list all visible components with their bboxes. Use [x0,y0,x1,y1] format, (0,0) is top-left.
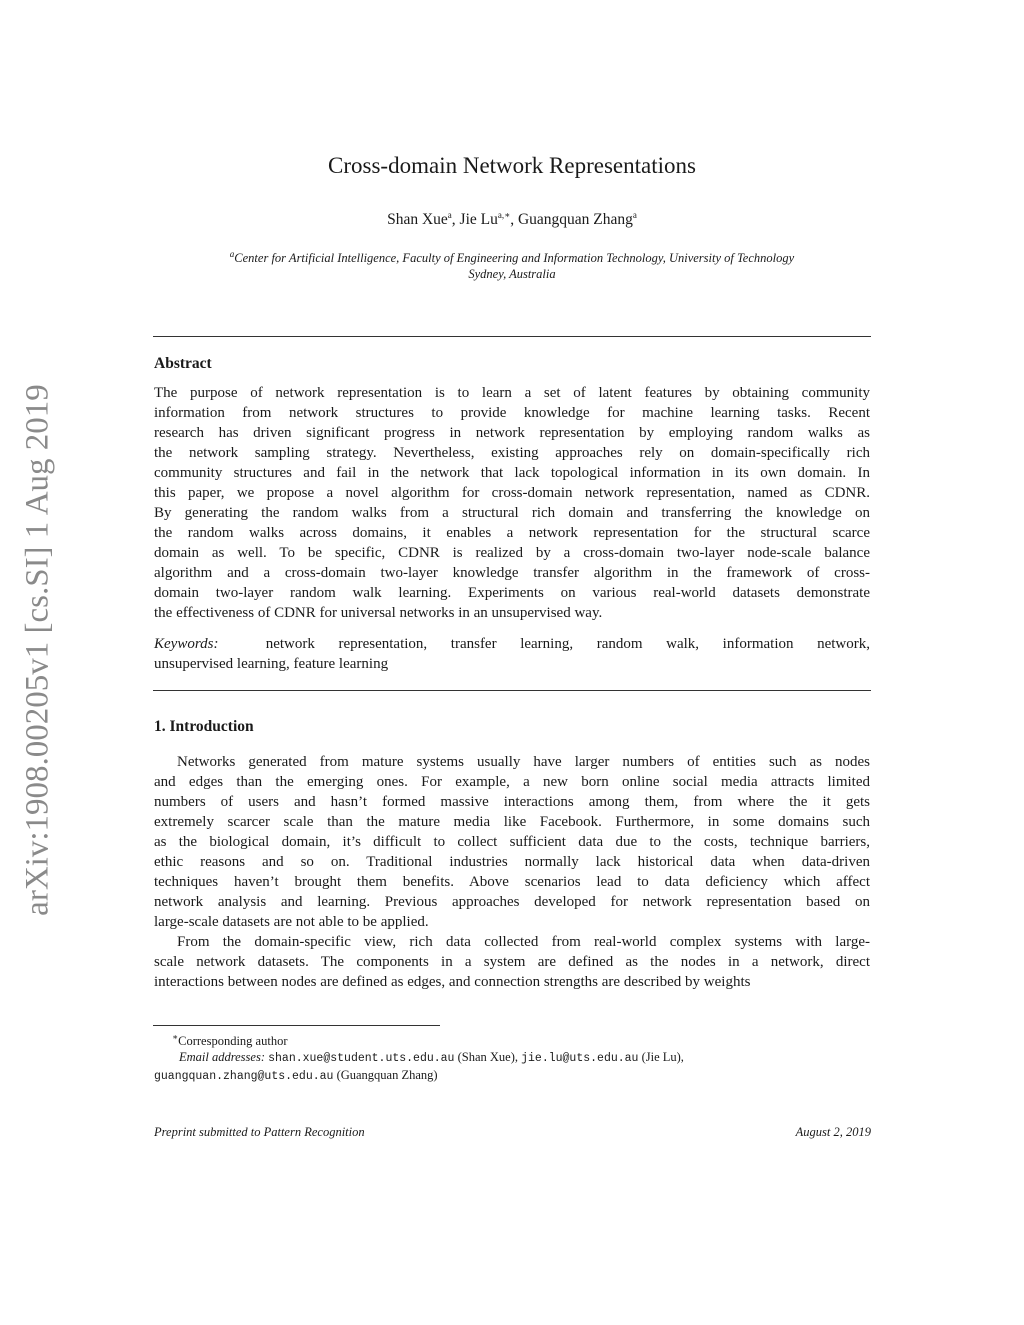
text-line: The purpose of network representation is to learn a set of latent features by obtaining community [154,385,870,401]
paragraph [154,752,870,932]
keywords-label: Keywords: [154,636,219,652]
text-line: algorithm and a cross-domain two-layer knowledge transfer algorithm in the framework of cross- [154,565,870,581]
text-line: and edges than the emerging ones. For example, a new born online social media attracts limited [154,774,870,790]
text-line: large-scale datasets are not able to be applied. [154,914,429,930]
footer-journal: Preprint submitted to Pattern Recognition [154,1125,365,1139]
author-list: Shan Xue$^a$, Jie $Lu^{a,∗}$, Guangquan Zhang$^a$ [387,210,637,229]
introduction-section [154,717,870,992]
author: Guangquan Zhang [517,211,633,229]
abstract-body [154,383,870,623]
email-owner: (Shan Xue), [457,1050,518,1065]
text-line: ethic reasons and so on. Traditional industries normally lack historical data when data-driven [154,854,870,870]
email-owner: (Guangquan Zhang) [336,1068,438,1083]
footnote: ∗Corresponding author Email addresses: shan.xue@student.uts.edu.au (Shan Xue), jie.lu@uts.edu.au (Jie Lu), guangquan.zhang@uts.edu.au (Guangquan Zhang) [154,1032,684,1084]
paragraph [154,932,870,992]
abstract-section [154,354,870,674]
keywords-text: network representation, transfer learning, random walk, information network, [265,636,871,652]
email-link[interactable]: guangquan.zhang@uts.edu.au [154,1070,334,1084]
abstract-heading: Abstract [154,355,212,372]
keywords-text: unsupervised learning, feature learning [154,656,389,672]
text-line: scale network datasets. The components in a system are defined as the nodes in a network, direct [154,954,870,970]
arxiv-stamp: arXiv:1908.00205v1 [cs.SI] 1 Aug 2019 [19,384,56,916]
footnote-rule [153,1025,440,1026]
text-line: the effectiveness of CDNR for universal networks in an unsupervised way. [154,605,603,621]
affiliation [150,246,874,282]
footer-date: August 2, 2019 [795,1125,871,1139]
email-link[interactable]: shan.xue@student.uts.edu.au [268,1052,455,1066]
email-owner: (Jie Lu), [641,1050,684,1065]
author-mark: a [447,210,452,220]
text-line: as the biological domain, it’s difficult to collect sufficient data due to the costs, technique barriers, [154,834,870,850]
paper-title: Cross-domain Network Representations [328,153,696,178]
text-line: research has driven significant progress in network representation by employing random walks as [154,425,870,441]
affiliation-line: Sydney, Australia [468,267,556,282]
text-line: the network sampling strategy. Nevertheless, existing approaches rely on domain-specifically rich [154,445,870,461]
text-line: Networks generated from mature systems usually have larger numbers of entities such as nodes [177,754,870,770]
text-line: community structures and fail in the network that lack topological information in its own domain. In [154,465,870,481]
email-link[interactable]: jie.lu@uts.edu.au [521,1052,639,1066]
text-line: interactions between nodes are defined as edges, and connection strengths are described by weights [154,974,751,990]
text-line: the random walks across domains, it enables a network representation for the structural scarce [154,525,870,541]
author: Shan Xue [387,211,448,229]
divider [153,336,871,337]
text-line: From the domain-specific view, rich data collected from real-world complex systems with large- [177,934,870,950]
text-line: techniques haven’t brought them benefits. Above scenarios lead to data deficiency which affect [154,874,870,890]
text-line: network analysis and learning. Previous approaches developed for network representation based on [154,894,870,910]
text-line: numbers of users and hasn’t formed massive interactions among them, from where the it gets [154,794,870,810]
email-label: Email addresses: [179,1050,265,1065]
divider [153,690,871,691]
section-heading: 1. Introduction [154,718,254,735]
footnote-text: Corresponding author [178,1034,288,1049]
text-line: By generating the random walks from a structural rich domain and transferring the knowledge on [154,505,870,521]
text-line: extremely scarcer scale than the mature media like Facebook. Furthermore, in some domains such [154,814,870,830]
text-line: domain as well. To be specific, CDNR is realized by a cross-domain two-layer node-scale balance [154,545,870,561]
affiliation-line: Center for Artificial Intelligence, Faculty of Engineering and Information Technology, University of Technology [234,251,795,266]
author-mark: a [632,210,637,220]
text-line: information from network structures to provide knowledge for machine learning tasks. Recent [154,405,870,421]
text-line: domain two-layer random walk learning. Experiments on various real-world datasets demonstrate [154,585,870,601]
affiliation-mark: a [229,249,235,259]
keywords [154,634,870,674]
author: Jie Lu [459,211,498,229]
author-mark: a,∗ [497,210,511,220]
text-line: this paper, we propose a novel algorithm for cross-domain network representation, named as CDNR. [154,485,870,501]
